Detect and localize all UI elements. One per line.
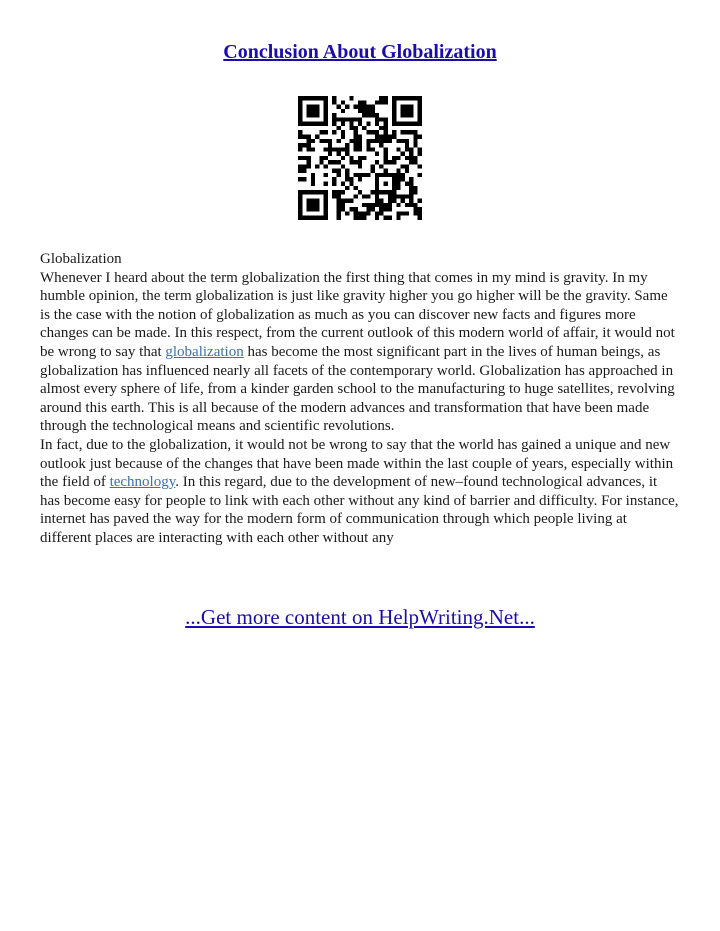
qr-code-icon bbox=[298, 96, 422, 220]
paragraph-2-text-b: . In this regard, due to the development of new–found technological advances, it has become easy for people to link with each other without any kind of barrier and difficulty. For instance, internet has paved the way for the modern form of communication through which people living at different places are interacting with each other without any bbox=[40, 474, 679, 546]
article-body bbox=[40, 250, 680, 548]
get-more-content-link[interactable]: ...Get more content on HelpWriting.Net... bbox=[185, 605, 535, 629]
paragraph-1-text-b: has become the most significant part in the lives of human beings, as globalization has influenced nearly all facets of the contemporary world. Globalization has approached in almost every sphere of life, from a kinder garden school to the manufacturing to huge satellites, revolving around this earth. This is all because of the modern advances and transformation that have been made through the technological means and scientific revolutions. bbox=[40, 343, 675, 435]
page-title[interactable]: Conclusion About Globalization bbox=[223, 41, 497, 63]
paragraph-1 bbox=[40, 269, 680, 436]
technology-link[interactable]: technology bbox=[109, 474, 176, 491]
paragraph-1-text-a: Whenever I heard about the term globalization the first thing that comes in my mind is gravity. In my humble opinion, the term globalization is just like gravity higher you go higher will be the gravity. Same is the case with the notion of globalization as much as you can discover new facts and figures more changes can be made. In this respect, from the current outlook of this modern world of affair, it would not be wrong to say that bbox=[40, 269, 675, 360]
paragraph-2-text-a: In fact, due to the globalization, it would not be wrong to say that the world has gained a unique and new outlook just because of the changes that have been made within the last couple of years, especially within the field of bbox=[40, 436, 674, 491]
paragraph-2 bbox=[40, 436, 680, 548]
globalization-link[interactable]: globalization bbox=[165, 343, 244, 360]
article-heading: Globalization bbox=[40, 251, 122, 267]
qr-code-graphic bbox=[298, 96, 422, 220]
